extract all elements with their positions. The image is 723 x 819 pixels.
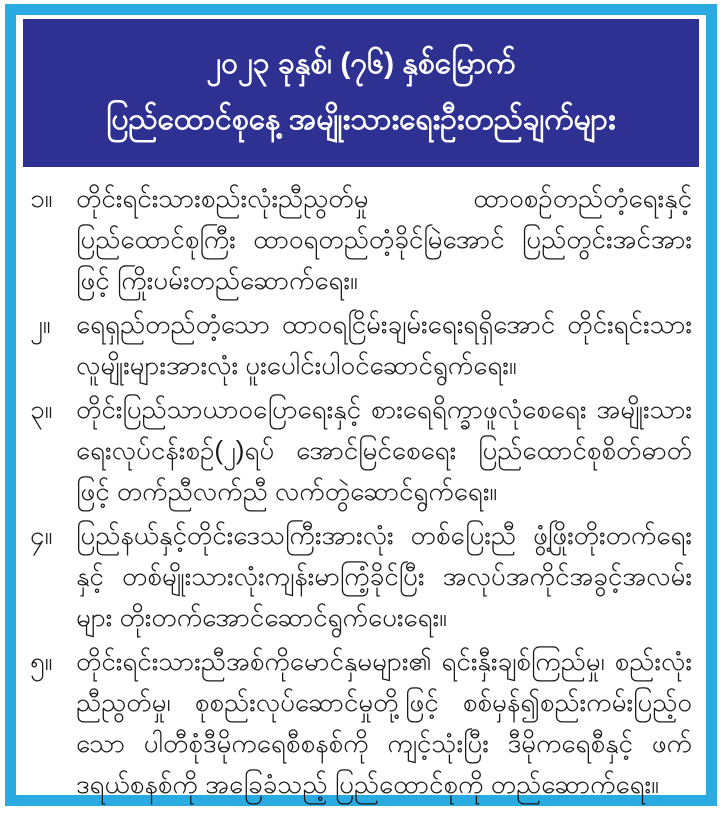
objective-item: [30, 641, 692, 805]
objective-number: ၃။: [30, 394, 53, 424]
objective-number: ၅။: [30, 646, 53, 676]
objective-item: [30, 389, 692, 512]
objective-text: တိုင်းရင်းသားစည်းလုံးညီညွတ်မှု ထာဝစဉ်တည်တံ့ရေးနှင့် ပြည်ထောင်စုကြီး ထာဝရတည်တံ့ခိုင်မြဲအောင် ပြည်တွင်းအင်အားဖြင့် ကြိုးပမ်းတည်ဆောက်ရေး။: [76, 183, 692, 295]
objective-text: တိုင်းပြည်သာယာဝပြောရေးနှင့် စားရေရိက္ခာဖူလုံစေရေး အမျိုးသားရေးလုပ်ငန်းစဉ်(၂)ရပ် အောင်မြင်စေရေး ပြည်ထောင်စုစိတ်ဓာတ်ဖြင့် တက်ညီလက်ညီ လက်တွဲဆောင်ရွက်ရေး။: [76, 394, 692, 506]
objective-text: ပြည်နယ်နှင့်တိုင်းဒေသကြီးအားလုံး တစ်ပြေးညီ ဖွံ့ဖြိုးတိုးတက်ရေးနှင့် တစ်မျိုးသားလုံးကျန်းမာကြံ့ခိုင်ပြီး အလုပ်အကိုင်အခွင့်အလမ်းများ တိုးတက်အောင်ဆောင်ရွက်ပေးရေး။: [76, 520, 692, 632]
objective-item: [30, 178, 692, 301]
header-title-line1: ၂၀၂၃ ခုနှစ်၊ (၇၆) နှစ်မြောက်: [206, 47, 516, 80]
objectives-list: [23, 167, 699, 805]
objective-number: ၁။: [30, 183, 53, 213]
objective-item: [30, 304, 692, 386]
header-banner: [23, 19, 699, 167]
header-title-line2: ပြည်ထောင်စုနေ့ အမျိုးသားရေးဦးတည်ချက်များ: [106, 103, 616, 136]
objective-number: ၄။: [30, 520, 53, 550]
objective-number: ၂။: [30, 309, 51, 339]
objective-text: တိုင်းရင်းသားညီအစ်ကိုမောင်နှမများ၏ ရင်းနှီးချစ်ကြည်မှု၊ စည်းလုံးညီညွတ်မှု၊ စုစည်းလုပ်ဆောင်မှုတို့ဖြင့် စစ်မှန်၍စည်းကမ်းပြည့်ဝသော ပါတီစုံဒီမိုကရေစီစနစ်ကို ကျင့်သုံးပြီး ဒီမိုကရေစီနှင့် ဖက်ဒရယ်စနစ်ကို အခြေခံသည့် ပြည်ထောင်စုကို တည်ဆောက်ရေး။: [76, 646, 692, 799]
objective-text: ရေရှည်တည်တံ့သော ထာဝရငြိမ်းချမ်းရေးရရှိအောင် တိုင်းရင်းသားလူမျိုးများအားလုံး ပူးပေါင်းပါဝင်ဆောင်ရွက်ရေး။: [76, 309, 692, 380]
objective-item: [30, 515, 692, 638]
cyan-border-frame: [5, 4, 717, 806]
